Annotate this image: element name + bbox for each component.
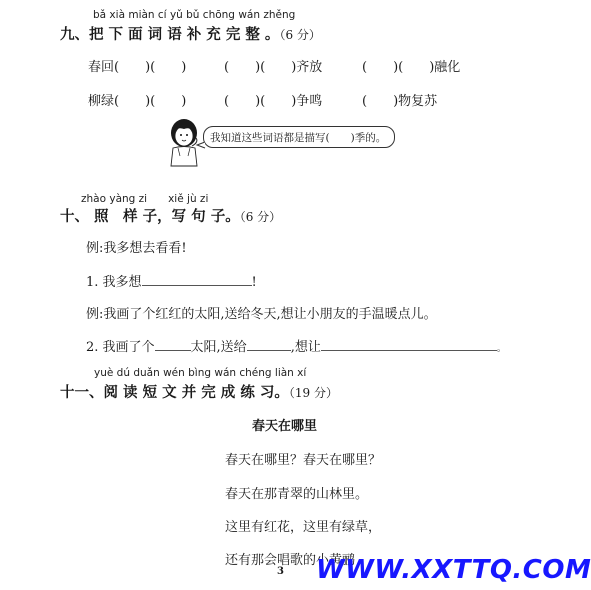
poem-line-2: 春天在那青翠的山林里。 <box>225 487 369 502</box>
watermark: WWW.XXTTQ.COM <box>316 555 591 585</box>
s9-row2-item1: 柳绿( )( ) <box>88 94 187 109</box>
bubble-tail <box>197 133 205 139</box>
s10-q1-prefix: 1. 我多想 <box>86 275 142 290</box>
s10-question1 <box>86 271 257 290</box>
s10-q2-part-a: 2. 我画了个 <box>86 340 155 355</box>
s9-row1-item3: ( )( )融化 <box>362 60 461 75</box>
section9-points: （6 分） <box>279 28 321 42</box>
s9-row1-item1: 春回( )( ) <box>88 60 187 75</box>
s10-q1-suffix: ! <box>251 275 257 290</box>
s10-example2: 例:我画了个红红的太阳,送给冬天,想让小朋友的手温暖点儿。 <box>86 307 437 322</box>
s10-q1-blank[interactable] <box>142 274 252 286</box>
s10-q2-end: 。 <box>496 344 506 354</box>
section11-pinyin: yuè dú duǎn wén bìng wán chéng liàn xí <box>94 367 307 379</box>
s10-question2 <box>86 336 506 355</box>
section11-points: （19 分） <box>288 386 338 400</box>
poem-line-4: 还有那会唱歌的小黄鹂 <box>225 553 356 568</box>
speech-bubble-text: 我知道这些词语都是描写( )季的。 <box>210 132 387 144</box>
s10-q2-blank-2[interactable] <box>247 339 291 351</box>
s10-example1: 例:我多想去看看! <box>86 241 187 256</box>
section9-heading <box>60 23 321 44</box>
speech-bubble <box>203 126 395 148</box>
poem-line-1: 春天在哪里？春天在哪里？ <box>225 453 382 468</box>
section9-title: 九、把 下 面 词 语 补 充 完 整 。 <box>60 26 280 43</box>
section10-title: 十、 照 样 子，写 句 子。 <box>60 208 240 225</box>
section10-points: （6 分） <box>239 210 282 224</box>
s9-row2-item3: ( )物复苏 <box>362 94 438 109</box>
section11-title: 十一、阅 读 短 文 并 完 成 练 习。 <box>60 384 289 401</box>
section9-pinyin: bǎ xià miàn cí yǔ bǔ chōng wán zhěng <box>93 9 296 21</box>
s10-q2-blank-3[interactable] <box>321 339 497 351</box>
s9-row1-item2: ( )( )齐放 <box>224 60 323 75</box>
poem-line-3: 这里有红花，这里有绿草， <box>225 520 382 535</box>
page-number: 3 <box>277 566 284 577</box>
s9-row2-item2: ( )( )争鸣 <box>224 94 323 109</box>
section11-heading <box>60 381 338 402</box>
poem-title: 春天在哪里 <box>252 419 318 434</box>
section10-heading <box>60 205 281 226</box>
section10-pinyin: zhào yàng zi xiě jù zi <box>81 193 209 205</box>
s10-q2-part-c: ,想让 <box>290 340 321 355</box>
s10-q2-blank-1[interactable] <box>155 339 191 351</box>
s10-q2-part-b: 太阳,送给 <box>190 340 247 355</box>
